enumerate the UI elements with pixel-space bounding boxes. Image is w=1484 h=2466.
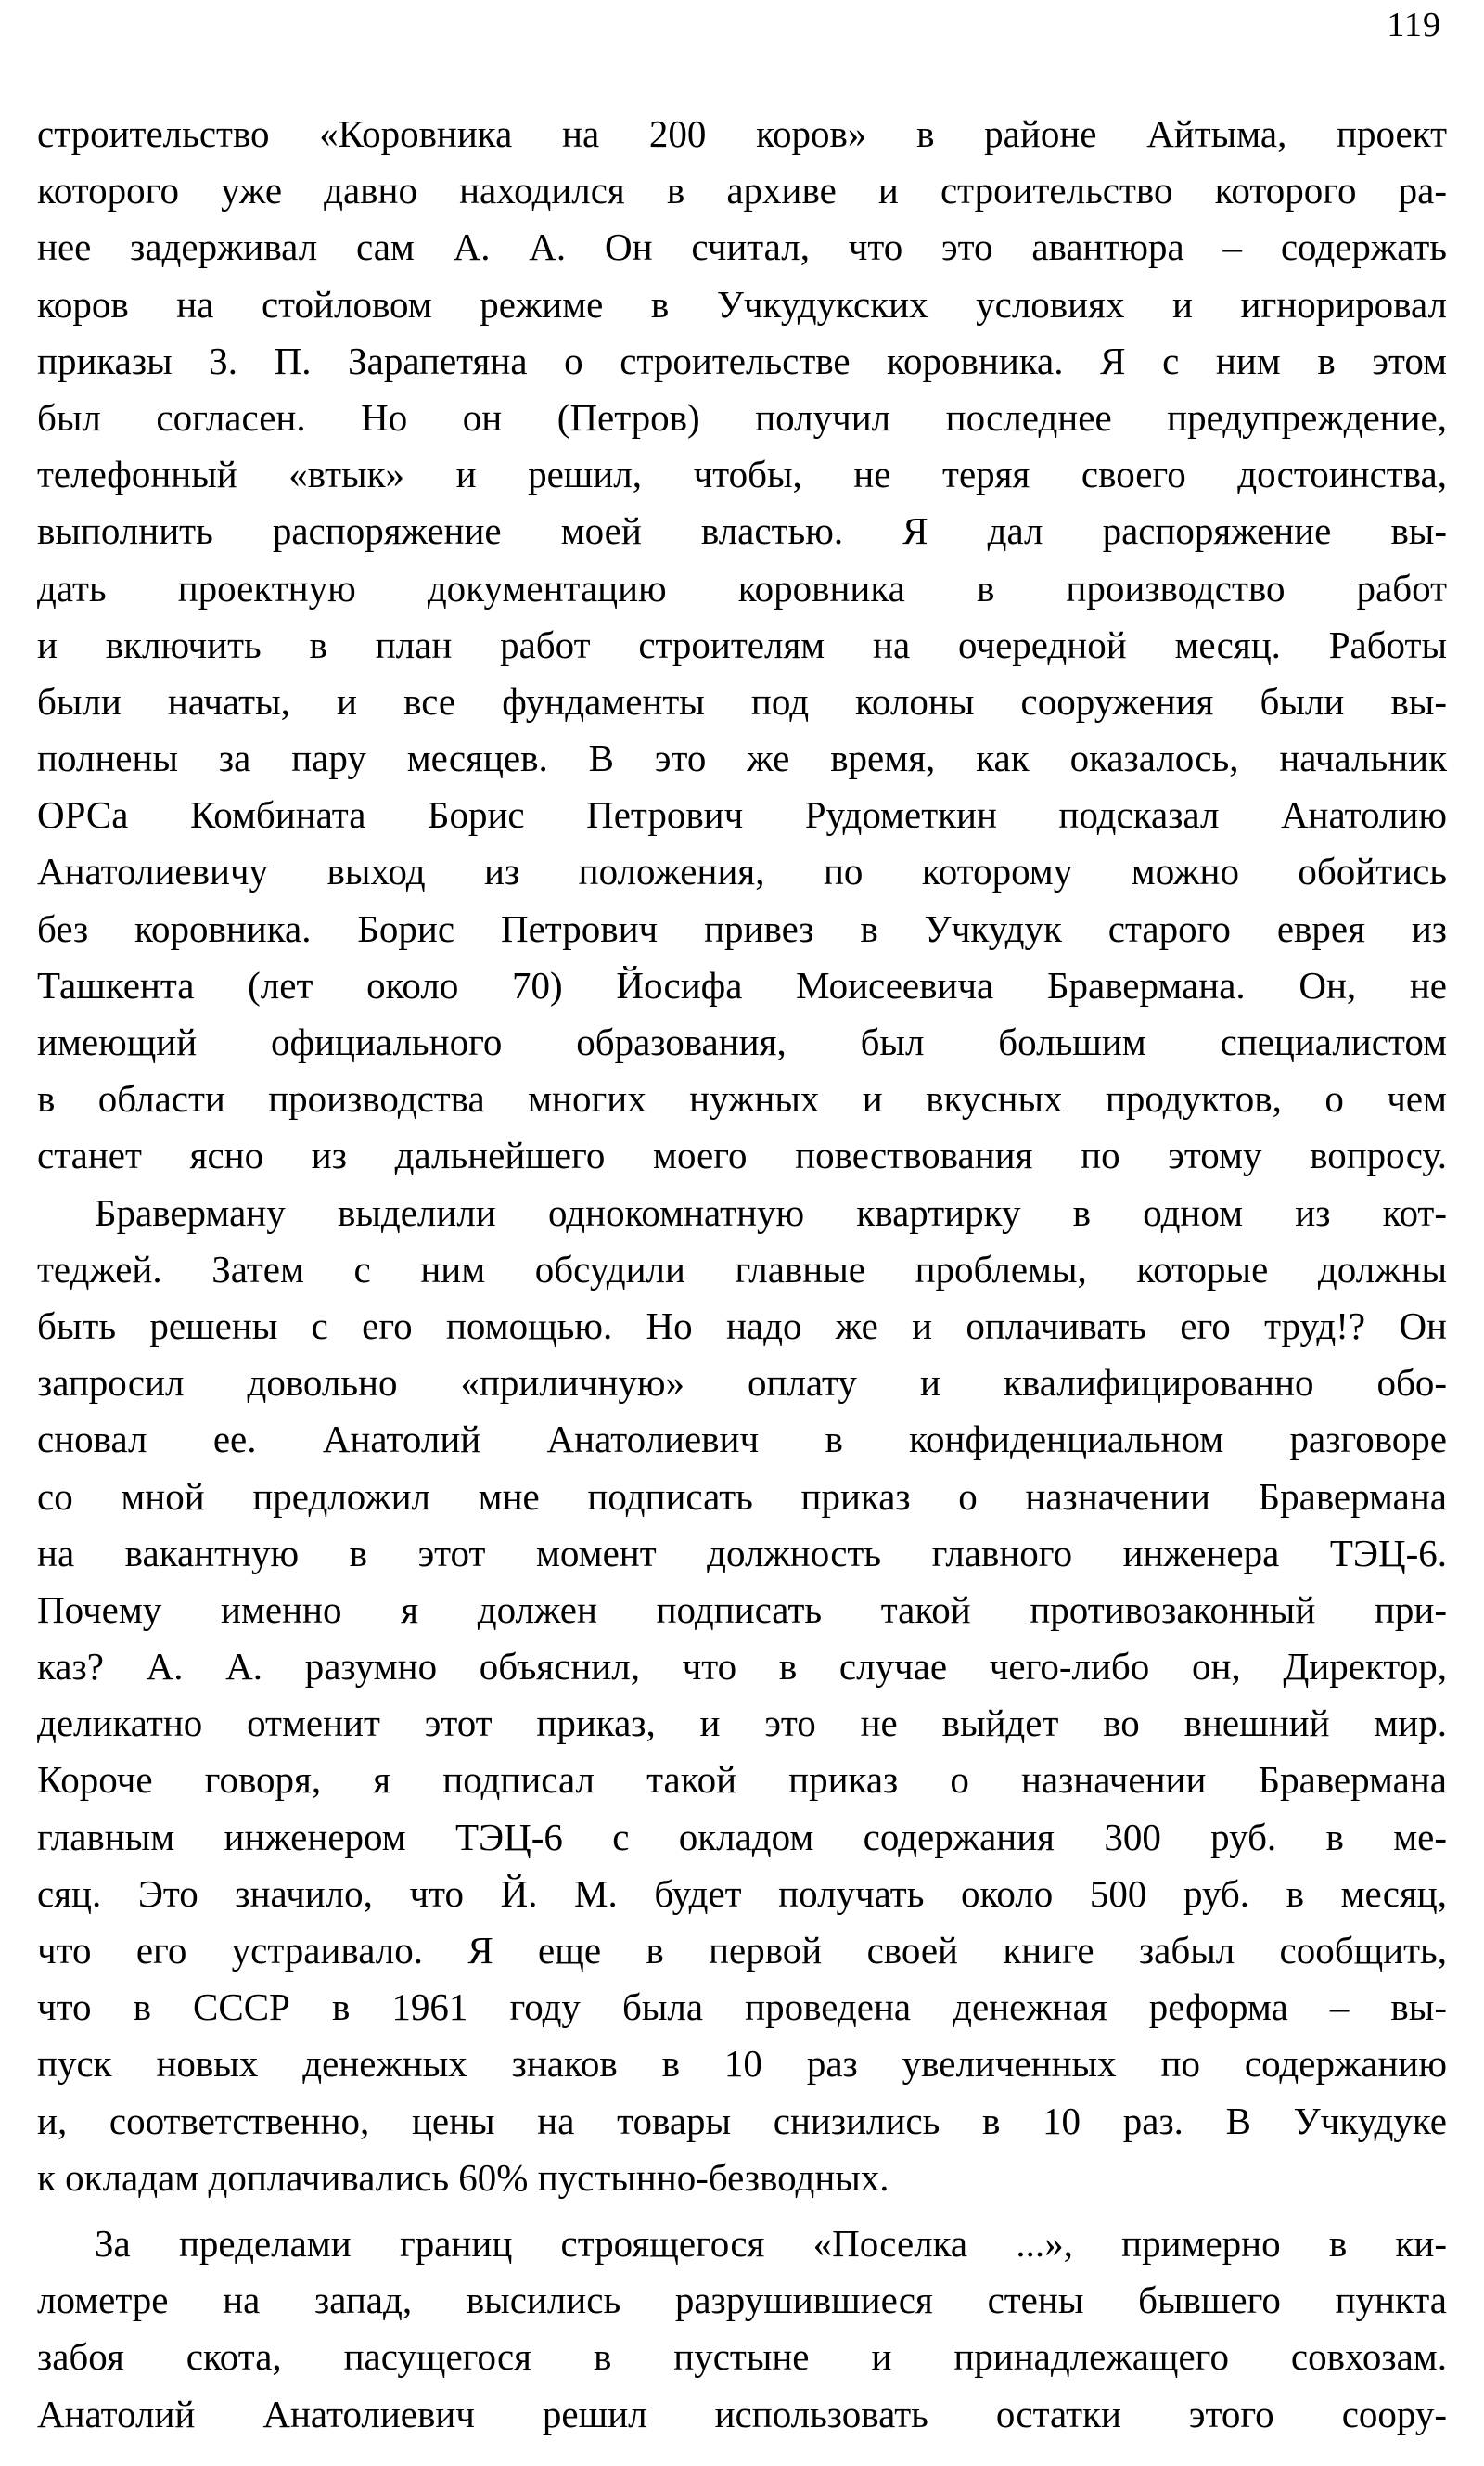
text-line: полнены за пару месяцев. В это же время, как оказалось, начальник: [37, 737, 1447, 780]
text-line: Почему именно я должен подписать такой противозаконный при-: [37, 1587, 1447, 1631]
text-line: что в СССР в 1961 году была проведена денежная реформа – вы-: [37, 1985, 1447, 2029]
text-line: нее задерживал сам А. А. Он считал, что это авантюра – содержать: [37, 225, 1447, 269]
text-line: пуск новых денежных знаков в 10 раз увеличенных по содержанию: [37, 2042, 1447, 2086]
text-line: забоя скота, пасущегося в пустыне и принадлежащего совхозам.: [37, 2335, 1447, 2379]
text-line: быть решены с его помощью. Но надо же и оплачивать его труд!? Он: [37, 1304, 1447, 1347]
page-text: [37, 106, 1447, 2443]
text-line: приказы З. П. Зарапетяна о строительстве коровника. Я с ним в этом: [37, 339, 1447, 382]
text-line: деликатно отменит этот приказ, и это не выйдет во внешний мир.: [37, 1702, 1447, 1745]
text-line: Ташкента (лет около 70) Йосифа Моисеевича Бравермана. Он, не: [37, 963, 1447, 1007]
paragraph-2: [37, 1185, 1447, 2206]
text-line: ОРСа Комбината Борис Петрович Рудометкин подсказал Анатолию: [37, 793, 1447, 837]
paragraph-spacer: [37, 2206, 1447, 2216]
page-number: 119: [1387, 6, 1441, 45]
text-line: сяц. Это значило, что Й. М. будет получать около 500 руб. в месяц,: [37, 1871, 1447, 1915]
paragraph-1: [37, 106, 1447, 1185]
text-line: на вакантную в этот момент должность главного инженера ТЭЦ-6.: [37, 1531, 1447, 1574]
text-line: строительство «Коровника на 200 коров» в районе Айтыма, проект: [37, 112, 1447, 155]
text-line: что его устраивало. Я еще в первой своей книге забыл сообщить,: [37, 1929, 1447, 1972]
text-line: к окладам доплачивались 60% пустынно-безводных.: [37, 2155, 889, 2199]
text-line: которого уже давно находился в архиве и строительство которого ра-: [37, 169, 1447, 212]
text-line: был согласен. Но он (Петров) получил последнее предупреждение,: [37, 395, 1447, 439]
text-line: выполнить распоряжение моей властью. Я дал распоряжение вы-: [37, 509, 1447, 553]
text-line: и включить в план работ строителям на очередной месяц. Работы: [37, 623, 1447, 666]
text-line: Короче говоря, я подписал такой приказ о назначении Бравермана: [37, 1758, 1447, 1802]
text-line: со мной предложил мне подписать приказ о назначении Бравермана: [37, 1474, 1447, 1518]
paragraph-3: [37, 2216, 1447, 2443]
text-line: лометре на запад, высились разрушившиеся стены бывшего пункта: [37, 2279, 1447, 2322]
text-line: имеющий официального образования, был большим специалистом: [37, 1021, 1447, 1063]
text-line: коров на стойловом режиме в Учкудукских условиях и игнорировал: [37, 282, 1447, 326]
text-line: Анатолий Анатолиевич решил использовать остатки этого соору-: [37, 2392, 1447, 2435]
text-line: главным инженером ТЭЦ-6 с окладом содержания 300 руб. в ме-: [37, 1815, 1447, 1858]
text-line: дать проектную документацию коровника в производство работ: [37, 566, 1447, 610]
text-line: без коровника. Борис Петрович привез в Учкудук старого еврея из: [37, 906, 1447, 950]
text-line: в области производства многих нужных и вкусных продуктов, о чем: [37, 1077, 1447, 1121]
text-line: станет ясно из дальнейшего моего повествования по этому вопросу.: [37, 1134, 1447, 1177]
text-line: были начаты, и все фундаменты под колоны сооружения были вы-: [37, 679, 1447, 723]
text-line: За пределами границ строящегося «Поселка ...», примерно в ки-: [95, 2221, 1447, 2265]
text-line: запросил довольно «приличную» оплату и квалифицированно обо-: [37, 1361, 1447, 1405]
text-line: теджей. Затем с ним обсудили главные проблемы, которые должны: [37, 1247, 1447, 1291]
text-line: Браверману выделили однокомнатную квартирку в одном из кот-: [95, 1190, 1447, 1234]
text-line: каз? А. А. разумно объяснил, что в случае чего-либо он, Директор,: [37, 1645, 1447, 1689]
text-line: Анатолиевичу выход из положения, по которому можно обойтись: [37, 850, 1447, 893]
text-line: сновал ее. Анатолий Анатолиевич в конфиденциальном разговоре: [37, 1418, 1447, 1461]
text-line: телефонный «втык» и решил, чтобы, не теряя своего достоинства,: [37, 453, 1447, 496]
text-line: и, соответственно, цены на товары снизились в 10 раз. В Учкудуке: [37, 2099, 1447, 2142]
